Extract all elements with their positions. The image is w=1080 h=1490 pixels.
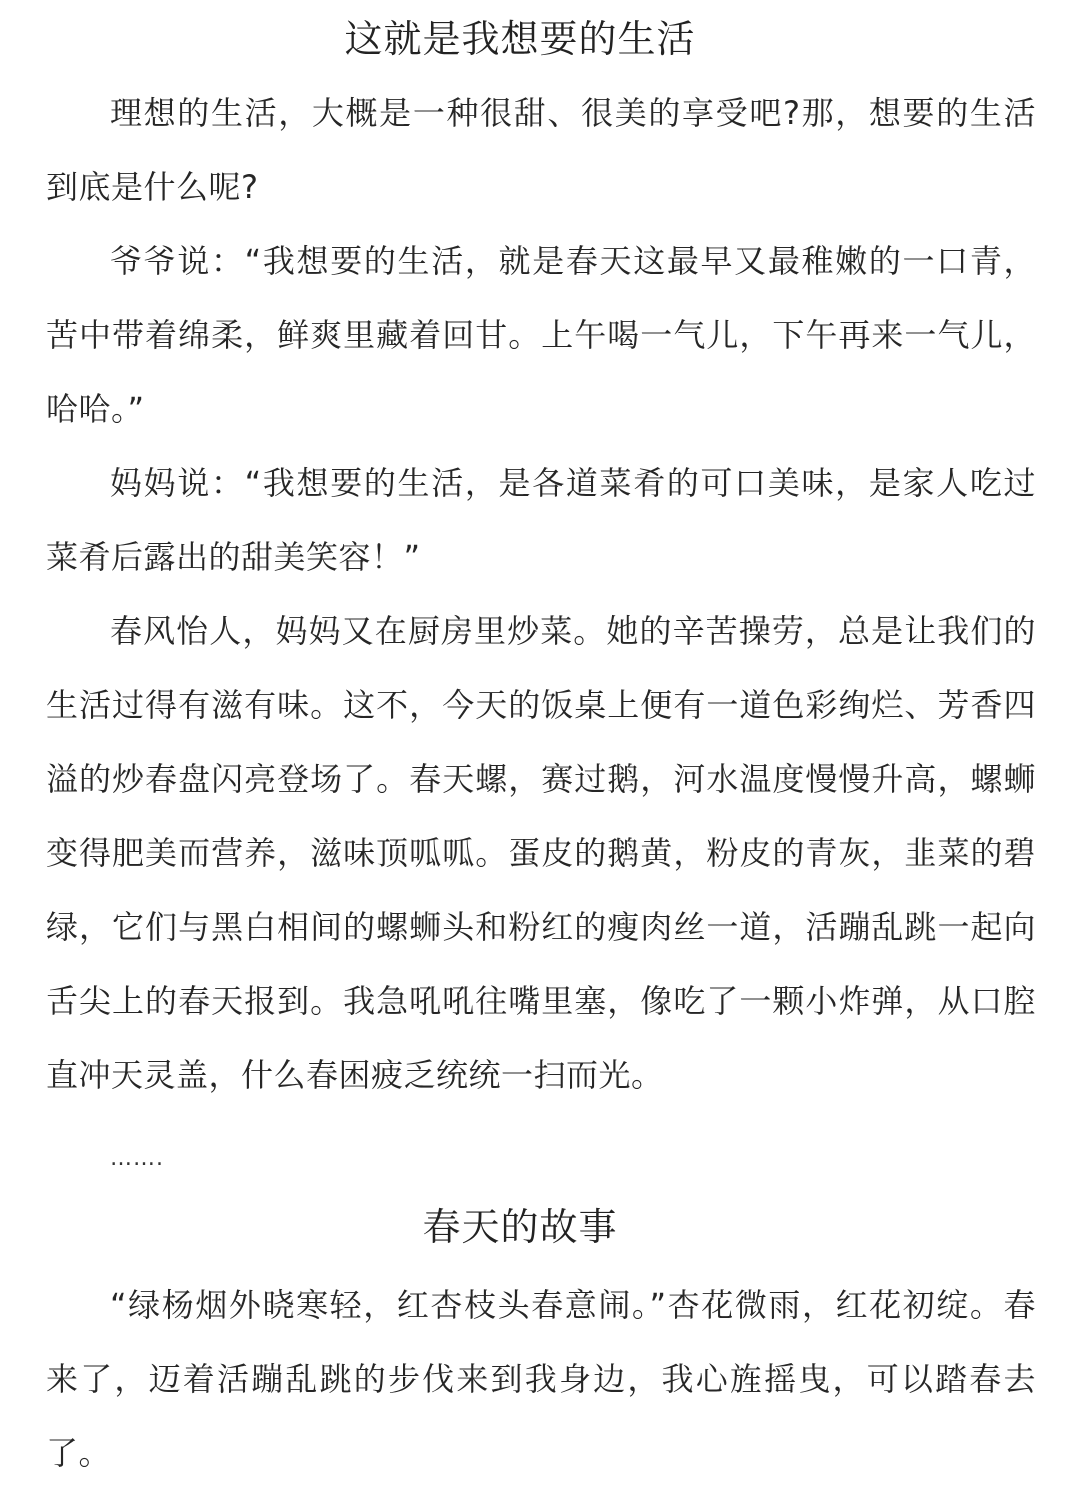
essay-body-2 [46, 1268, 1036, 1490]
paragraph-mom: 妈妈说：“我想要的生活，是各道菜肴的可口美味，是家人吃过菜肴后露出的甜美笑容！” [46, 464, 1036, 576]
ellipsis-mark: ……. [110, 1146, 164, 1171]
essay-title-2: 春天的故事 [422, 1205, 618, 1249]
paragraph-spring-story: “绿杨烟外晓寒轻，红杏枝头春意闹。”杏花微雨，红花初绽。春来了，迈着活蹦乱跳的步伐来到我身边，我心旌摇曳，可以踏春去了。 [46, 1286, 1036, 1472]
paragraph-grandpa: 爷爷说：“我想要的生活，就是春天这最早又最稚嫩的一口青，苦中带着绵柔，鲜爽里藏着回甘。上午喝一气儿，下午再来一气儿，哈哈。” [46, 242, 1036, 428]
paragraph-spring-dish: 春风怡人，妈妈又在厨房里炒菜。她的辛苦操劳，总是让我们的生活过得有滋有味。这不，今天的饭桌上便有一道色彩绚烂、芳香四溢的炒春盘闪亮登场了。春天螺，赛过鹅，河水温度慢慢升高，螺蛳变得肥美而营养，滋味顶呱呱。蛋皮的鹅黄，粉皮的青灰，韭菜的碧绿，它们与黑白相间的螺蛳头和粉红的瘦肉丝一道，活蹦乱跳一起向舌尖上的春天报到。我急吼吼往嘴里塞，像吃了一颗小炸弹，从口腔直冲天灵盖，什么春困疲乏统统一扫而光。 [46, 612, 1036, 1094]
essay-title-1: 这就是我想要的生活 [344, 17, 696, 61]
paragraph-intro: 理想的生活，大概是一种很甜、很美的享受吧?那，想要的生活到底是什么呢? [46, 94, 1036, 206]
essay-body-1 [46, 76, 1036, 1112]
